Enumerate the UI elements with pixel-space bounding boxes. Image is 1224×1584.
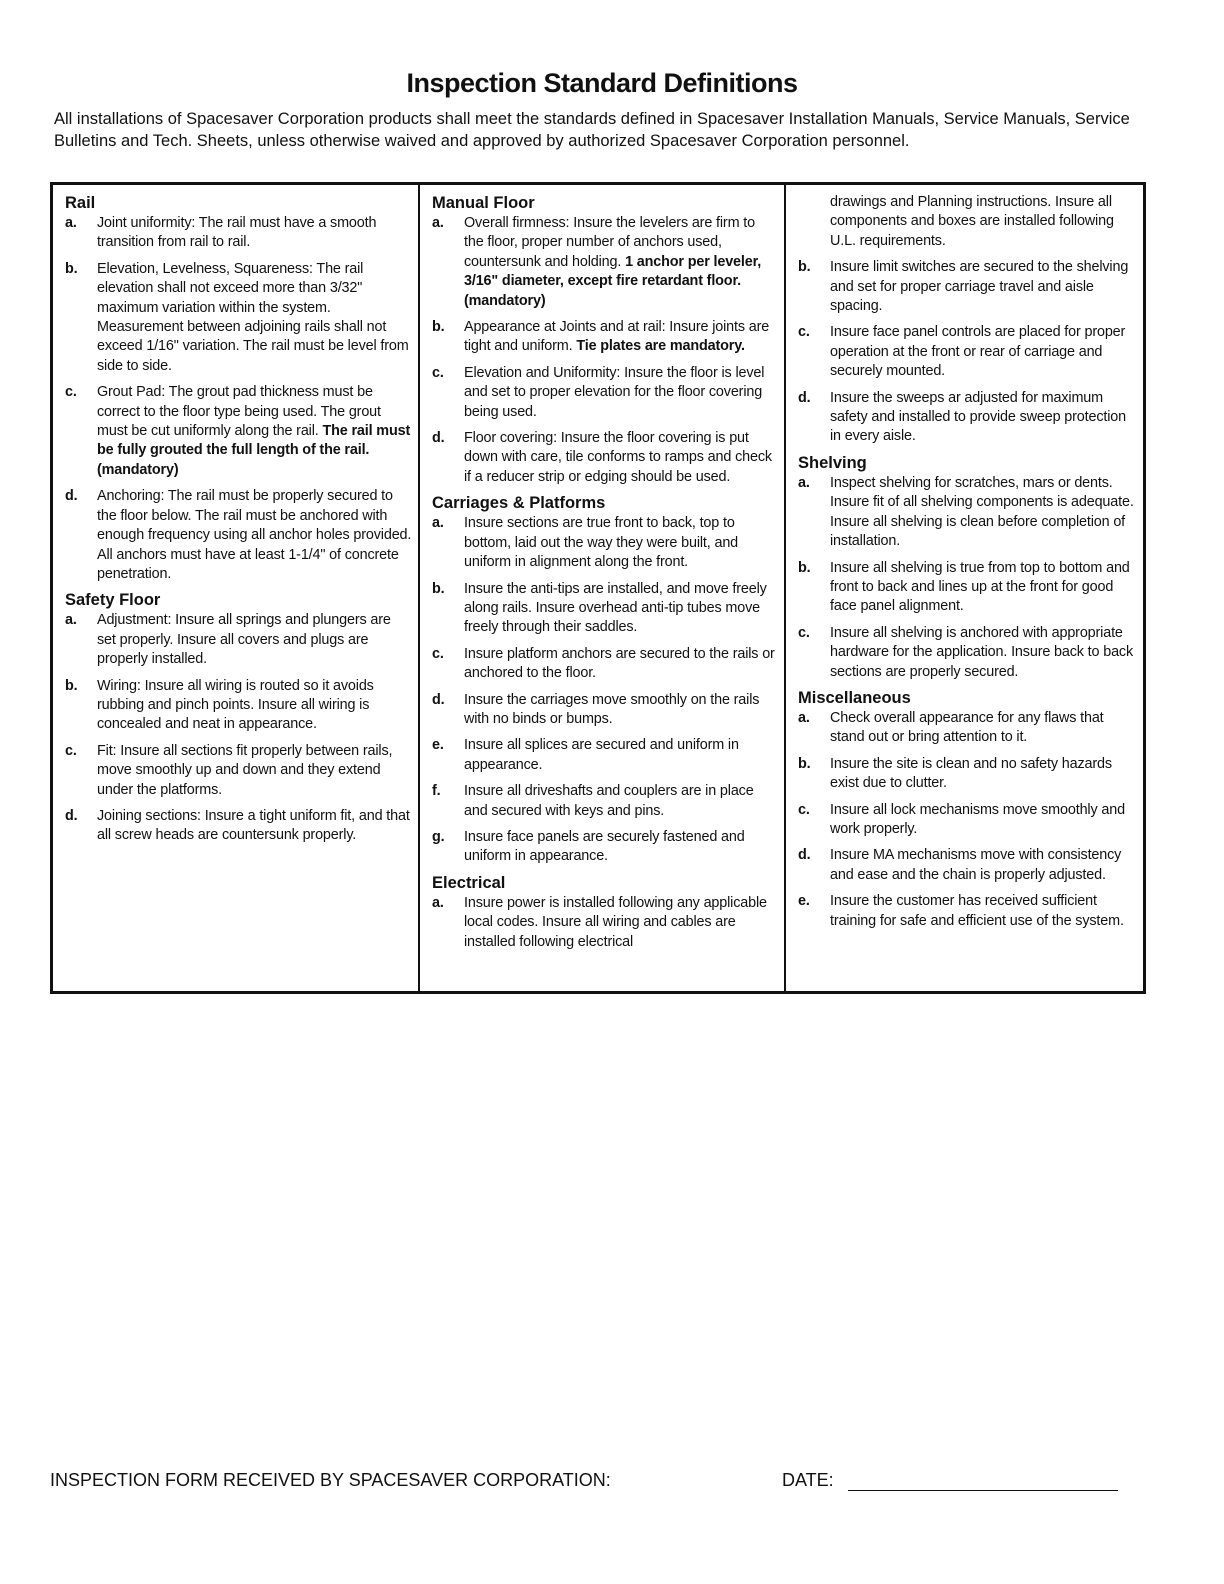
item-body: Inspect shelving for scratches, mars or dents. Insure fit of all shelving components is adequate. Insure all shelving is clean before completion of installation.: [830, 474, 1134, 550]
definition-item: [798, 258, 1137, 316]
item-text: [830, 258, 1137, 316]
item-body: Elevation, Levelness, Squareness: The rail elevation shall not exceed more than 3/32" maximum variation within the system. Measurement between adjoining rails shall not exceed 1/16" variation. The rail must be level from side to side.: [97, 260, 409, 374]
definition-item: [432, 782, 778, 821]
item-body: Insure face panels are securely fastened and uniform in appearance.: [464, 828, 745, 865]
section-carriages-platforms: [432, 494, 778, 867]
item-text: [464, 782, 778, 821]
item-mandatory-text: 1 anchor per leveler, 3/16" diameter, except fire retardant floor. (mandatory): [464, 253, 762, 309]
item-body: Insure the customer has received sufficient training for safe and efficient use of the system.: [830, 893, 1124, 929]
item-letter: c.: [432, 645, 444, 662]
item-text: [464, 364, 778, 422]
item-letter: b.: [798, 259, 811, 276]
definition-item: [65, 260, 412, 376]
item-letter: e.: [798, 893, 810, 910]
item-text: [97, 214, 412, 253]
item-text: [97, 677, 412, 735]
item-letter: a.: [432, 515, 444, 532]
item-text: [97, 487, 412, 584]
item-letter: b.: [798, 559, 811, 576]
section-rail: [65, 194, 412, 584]
item-letter: g.: [432, 828, 445, 845]
section-miscellaneous: [798, 689, 1137, 931]
item-body: Insure face panel controls are placed for proper operation at the front or rear of carriage and securely mounted.: [830, 324, 1126, 380]
section-shelving: [798, 454, 1137, 682]
item-text: [830, 709, 1137, 748]
definition-item: [798, 624, 1137, 682]
item-letter: d.: [65, 807, 78, 824]
item-body: Insure limit switches are secured to the shelving and set for proper carriage travel and aisle spacing.: [830, 259, 1129, 315]
definition-item: [798, 323, 1137, 381]
item-text: [464, 828, 778, 867]
item-body: Check overall appearance for any flaws that stand out or bring attention to it.: [830, 709, 1104, 746]
definition-item: [432, 364, 778, 422]
item-letter: c.: [798, 324, 810, 341]
item-text: [830, 801, 1137, 840]
item-letter: a.: [65, 215, 77, 231]
section-manual-floor: [432, 194, 778, 487]
item-letter: a.: [798, 709, 810, 726]
item-letter: c.: [798, 801, 810, 818]
definition-item: [65, 807, 412, 846]
date-signature-line[interactable]: [848, 1490, 1118, 1491]
item-body: Overall firmness: Insure the levelers are firm to the floor, proper number of anchors used, countersunk and holding.: [464, 215, 755, 270]
column-3: [784, 185, 1143, 991]
definition-item: [798, 389, 1137, 447]
item-body: Insure the anti-tips are installed, and move freely along rails. Insure overhead anti-tip tubes move freely through their saddles.: [464, 580, 767, 636]
definition-item: [432, 318, 778, 357]
item-body: Insure all driveshafts and couplers are in place and secured with keys and pins.: [464, 783, 754, 819]
received-by-label: INSPECTION FORM RECEIVED BY SPACESAVER CORPORATION:: [50, 1470, 611, 1490]
item-letter: d.: [798, 389, 811, 406]
item-letter: f.: [432, 783, 441, 800]
definition-item: [65, 383, 412, 480]
page-title: Inspection Standard Definitions: [406, 68, 798, 98]
item-text: [830, 624, 1137, 682]
definition-item: [798, 801, 1137, 840]
item-body: Adjustment: Insure all springs and plungers are set properly. Insure all covers and plugs are properly installed.: [97, 612, 391, 668]
section-title: Safety Floor: [65, 591, 161, 610]
definition-item: [65, 487, 412, 584]
item-body: Wiring: Insure all wiring is routed so it avoids rubbing and pinch points. Insure all wiring is concealed and neat in appearance.: [97, 677, 374, 733]
item-letter: a.: [65, 612, 77, 629]
item-text: [830, 474, 1137, 552]
item-body: Insure all splices are secured and uniform in appearance.: [464, 737, 739, 773]
column-2: [418, 185, 784, 991]
item-letter: d.: [65, 488, 78, 505]
definition-item: [65, 611, 412, 669]
item-letter: d.: [432, 691, 445, 708]
item-text: [97, 611, 412, 669]
item-body: Grout Pad: The grout pad thickness must be correct to the floor type being used. The grout must be cut uniformly along the rail.: [97, 384, 381, 440]
definition-item: [432, 894, 778, 952]
section-title: Electrical: [432, 873, 506, 892]
section-title: Rail: [65, 194, 96, 212]
intro-paragraph: All installations of Spacesaver Corporation products shall meet the standards defined in Spacesaver Installation Manuals, Service Manuals, Service Bulletins and Tech. Sheets, unless otherwise waived and approved by authorized Spacesaver Corporation personnel.: [54, 110, 1130, 150]
item-letter: b.: [432, 580, 445, 597]
item-body: Fit: Insure all sections fit properly between rails, move smoothly up and down and they extend under the platforms.: [97, 742, 393, 798]
item-body: Insure the site is clean and no safety hazards exist due to clutter.: [830, 755, 1112, 792]
definition-item: [798, 755, 1137, 794]
item-text: [97, 807, 412, 846]
item-text: [97, 260, 412, 376]
item-body: Insure all shelving is anchored with appropriate hardware for the application. Insure back to back sections are properly secured.: [830, 624, 1134, 680]
item-text: [830, 389, 1137, 447]
section-title: Carriages & Platforms: [432, 494, 606, 513]
item-text: [830, 892, 1137, 931]
definition-item: [432, 514, 778, 572]
item-text: [464, 580, 778, 638]
item-body: Insure sections are true front to back, top to bottom, laid out the way they were built, and uniform in alignment along the front.: [464, 515, 739, 571]
item-letter: c.: [65, 742, 77, 759]
item-letter: b.: [65, 260, 78, 277]
item-text: [464, 429, 778, 487]
section-title: Shelving: [798, 453, 867, 472]
definitions-table: [50, 182, 1146, 994]
definition-item: [65, 742, 412, 800]
definition-item: [432, 691, 778, 730]
definition-item: [432, 580, 778, 638]
definition-item: [798, 474, 1137, 552]
definition-item: [798, 559, 1137, 617]
item-letter: b.: [65, 677, 78, 694]
item-body: Insure all shelving is true from top to bottom and front to back and lines up at the front for good face panel alignment.: [830, 559, 1130, 615]
item-text: [830, 323, 1137, 381]
item-text: [464, 645, 778, 684]
item-body: Appearance at Joints and at rail: Insure joints are tight and uniform.: [464, 319, 770, 355]
item-body: Insure all lock mechanisms move smoothly and work properly.: [830, 801, 1125, 837]
date-label: DATE:: [782, 1470, 834, 1490]
definition-item: [432, 645, 778, 684]
item-body: Anchoring: The rail must be properly secured to the floor below. The rail must be anchored with enough frequency using all anchor holes provided. All anchors must have at least 1-1/4" of concrete penetration.: [97, 488, 412, 582]
definition-item: [65, 214, 412, 253]
definition-item: [432, 828, 778, 867]
item-text: [464, 691, 778, 730]
item-body: Insure platform anchors are secured to the rails or anchored to the floor.: [464, 645, 775, 682]
item-body: Elevation and Uniformity: Insure the floor is level and set to proper elevation for the floor covering being used.: [464, 364, 765, 420]
item-letter: c.: [432, 364, 444, 381]
item-body: Insure the carriages move smoothly on the rails with no binds or bumps.: [464, 691, 760, 727]
item-body: Insure power is installed following any applicable local codes. Insure all wiring and cables are installed following electrical: [464, 894, 767, 950]
item-letter: d.: [798, 847, 811, 864]
item-text: [464, 736, 778, 775]
definition-item: [65, 677, 412, 735]
item-mandatory-text: Tie plates are mandatory.: [576, 338, 745, 355]
section-title: Manual Floor: [432, 194, 535, 212]
definition-item: [798, 846, 1137, 885]
item-body: Joining sections: Insure a tight uniform fit, and that all screw heads are countersunk properly.: [97, 807, 410, 844]
definition-item: [432, 214, 778, 311]
item-text: [830, 846, 1137, 885]
item-letter: c.: [798, 624, 810, 641]
section-electrical-continued: [798, 193, 1137, 447]
item-text: [464, 214, 778, 311]
item-text: [464, 514, 778, 572]
item-letter: b.: [432, 319, 445, 336]
item-text: [97, 742, 412, 800]
item-body: Floor covering: Insure the floor covering is put down with care, tile conforms to ramps and check if a reducer strip or edging should be used.: [464, 430, 772, 485]
item-letter: a.: [432, 894, 444, 911]
item-text: [464, 318, 778, 357]
section-electrical: [432, 874, 778, 952]
column-1: [53, 185, 418, 991]
item-text: [97, 383, 412, 480]
item-letter: a.: [798, 474, 810, 491]
item-letter: c.: [65, 384, 77, 401]
section-safety-floor: [65, 591, 412, 845]
definition-item: [798, 892, 1137, 931]
definition-item: [432, 429, 778, 487]
item-text: [830, 559, 1137, 617]
item-letter: a.: [432, 215, 444, 231]
item-text: [830, 755, 1137, 794]
definition-item: [798, 709, 1137, 748]
item-body: Insure the sweeps ar adjusted for maximum safety and installed to provide sweep protection in every aisle.: [830, 389, 1126, 445]
item-body: Insure MA mechanisms move with consistency and ease and the chain is properly adjusted.: [830, 847, 1122, 883]
item-letter: b.: [798, 755, 811, 772]
section-title: Miscellaneous: [798, 688, 911, 707]
electrical-continued-text: drawings and Planning instructions. Insure all components and boxes are installed following U.L. requirements.: [830, 194, 1114, 249]
item-mandatory-text: The rail must be fully grouted the full length of the rail. (mandatory): [97, 423, 411, 478]
item-text: [464, 894, 778, 952]
item-body: Joint uniformity: The rail must have a smooth transition from rail to rail.: [97, 215, 377, 251]
item-letter: d.: [432, 430, 445, 447]
definition-item: [432, 736, 778, 775]
item-letter: e.: [432, 737, 444, 754]
